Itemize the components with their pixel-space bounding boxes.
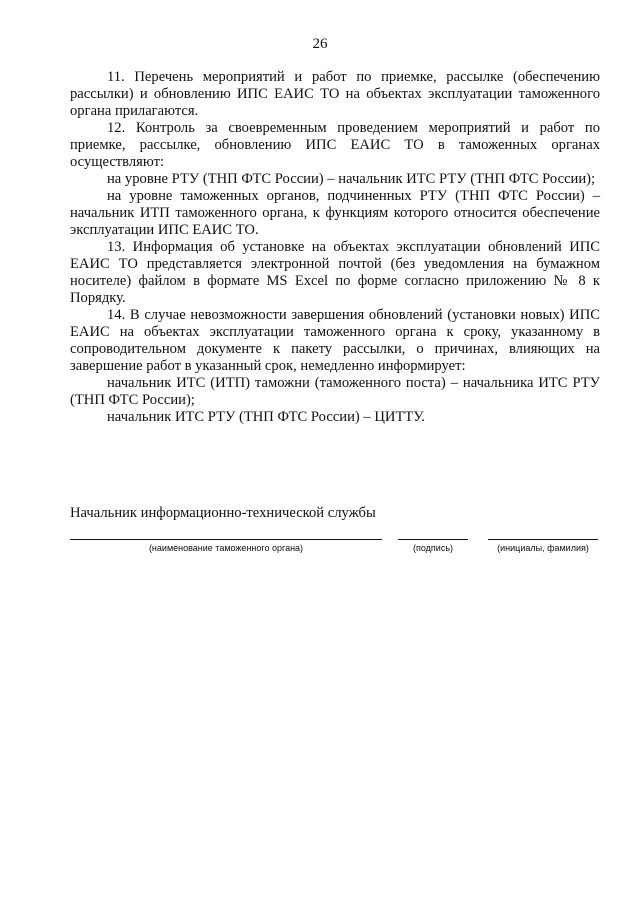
- body-text: [70, 69, 600, 426]
- signature-line-org: [70, 539, 382, 540]
- paragraph-14-rtu-chief: начальник ИТС РТУ (ТНП ФТС России) – ЦИТТУ.: [107, 409, 425, 425]
- paragraph-14-customs-chief: начальник ИТС (ИТП) таможни (таможенного поста) – начальника ИТС РТУ (ТНП ФТС России);: [70, 375, 600, 408]
- paragraph-11: 11. Перечень мероприятий и работ по приемке, рассылке (обеспечению рассылки) и обновлению ИПС ЕАИС ТО на объектах эксплуатации таможенного органа прилагаются.: [70, 69, 600, 119]
- paragraph-12: 12. Контроль за своевременным проведением мероприятий и работ по приемке, рассылке, обновлению ИПС ЕАИС ТО в таможенных органах осуществляют:: [70, 120, 600, 170]
- signature-line-name: [488, 539, 598, 540]
- signature-line-sign: [398, 539, 468, 540]
- paragraph-14: 14. В случае невозможности завершения обновлений (установки новых) ИПС ЕАИС на объектах эксплуатации таможенного органа к сроку, указанному в сопроводительном документе к пакету рассылки, о причинах, влияющих на завершение работ в указанный срок, немедленно информирует:: [70, 307, 600, 374]
- caption-sign: (подпись): [412, 543, 454, 553]
- page-number: 26: [312, 36, 328, 52]
- caption-org: (наименование таможенного органа): [148, 543, 304, 553]
- paragraph-12-customs-level: на уровне таможенных органов, подчиненных РТУ (ТНП ФТС России) – начальник ИТП таможенного органа, к функциям которого относится обеспечение эксплуатации ИПС ЕАИС ТО.: [70, 188, 600, 238]
- signature-title: Начальник информационно-технической службы: [70, 505, 376, 521]
- paragraph-12-rtu-level: на уровне РТУ (ТНП ФТС России) – начальник ИТС РТУ (ТНП ФТС России);: [107, 171, 596, 187]
- caption-name: (инициалы, фамилия): [497, 543, 589, 553]
- paragraph-13: 13. Информация об установке на объектах эксплуатации обновлений ИПС ЕАИС ТО представляется электронной почтой (без уведомления на бумажном носителе) файлом в формате MS Excel по форме согласно приложению № 8 к Порядку.: [70, 239, 600, 306]
